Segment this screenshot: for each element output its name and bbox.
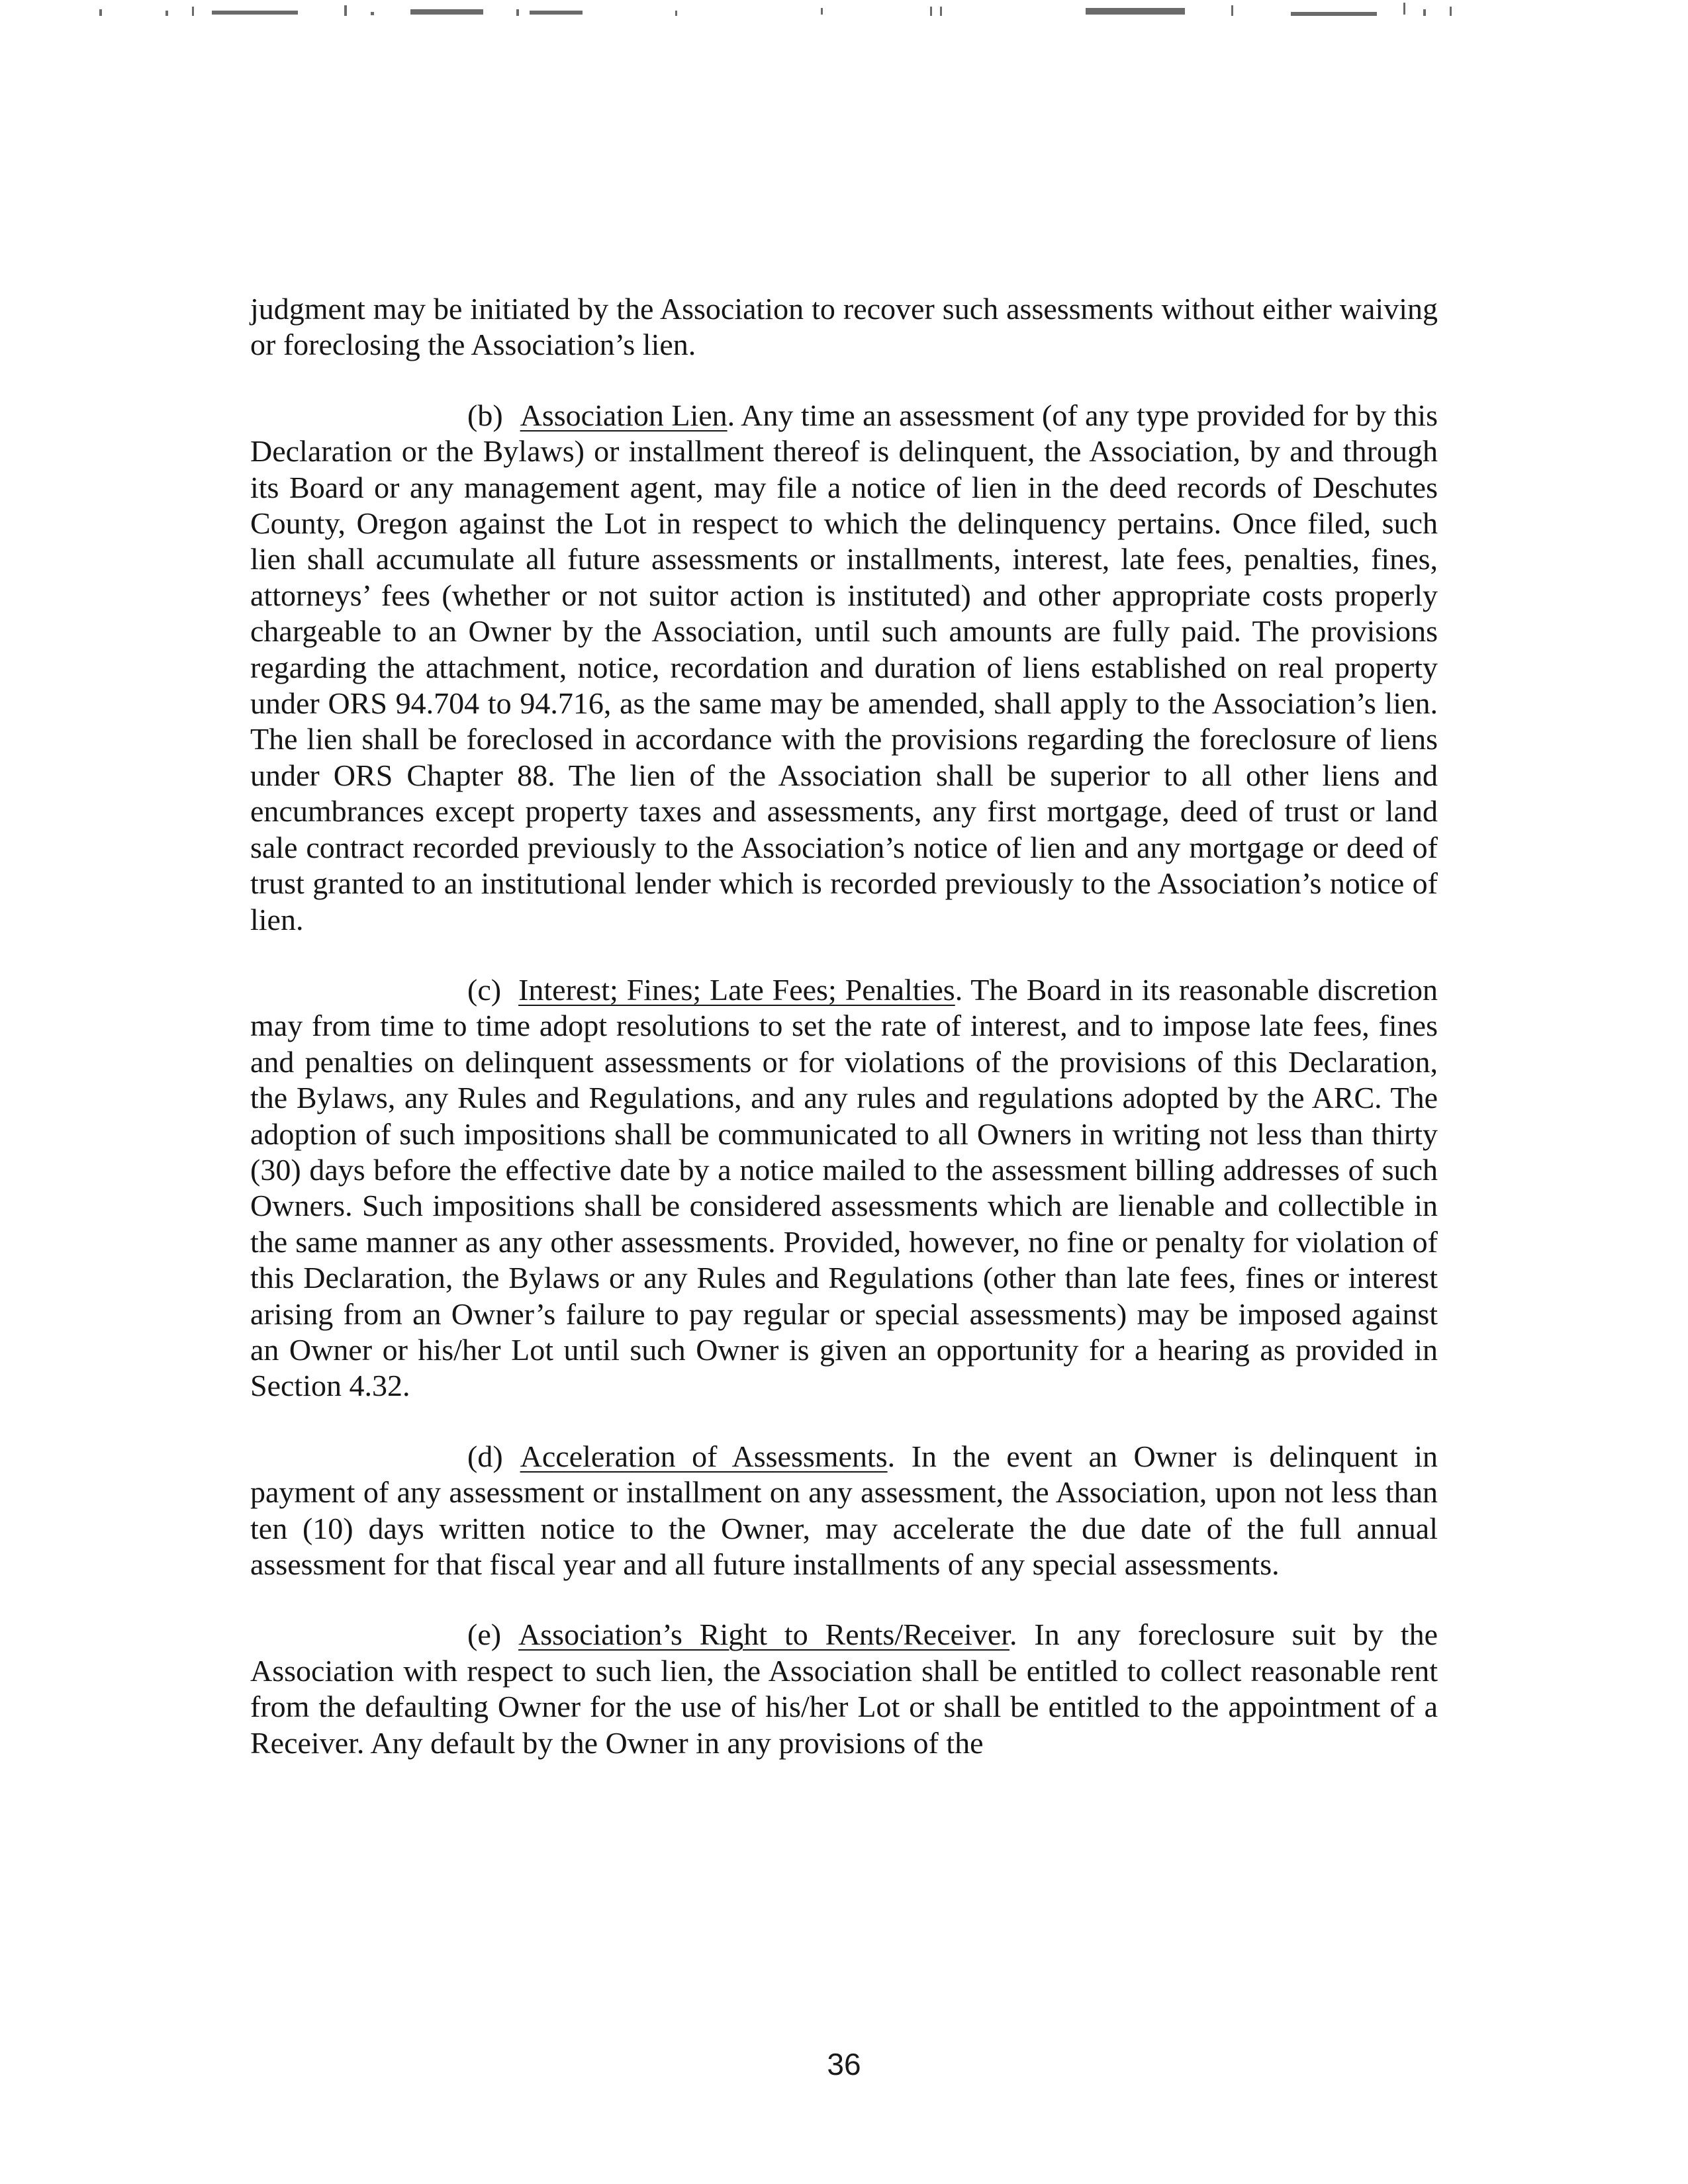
scan-artifact-top-edge (0, 0, 1688, 26)
section-body: . Any time an assessment (of any type provided for by this Declaration or the Bylaws) or installment thereof is delinquent, the Association, by and through its Board or any management agent, may file a notice of lien in the deed records of Deschutes County, Oregon against the Lot in respect to which the delinquency pertains. Once filed, such lien shall accumulate all future assessments or installments, interest, late fees, penalties, fines, attorneys’ fees (whether or not suitor action is instituted) and other appropriate costs properly chargeable to an Owner by the Association, until such amounts are fully paid. The provisions regarding the attachment, notice, recordation and duration of liens established on real property under ORS 94.704 to 94.716, as the same may be amended, shall apply to the Association’s lien. The lien shall be foreclosed in accordance with the provisions regarding the foreclosure of liens under ORS Chapter 88. The lien of the Association shall be superior to all other liens and encumbrances except property taxes and assessments, any first mortgage, deed of trust or land sale contract recorded previously to the Association’s notice of lien and any mortgage or deed of trust granted to an institutional lender which is recorded previously to the Association’s notice of lien. (250, 398, 1438, 936)
section-label: (b) (467, 398, 503, 432)
page-number: 36 (827, 2047, 861, 2081)
section-heading: Association Lien (520, 398, 727, 432)
section-body: . In any foreclosure suit by the Association with respect to such lien, the Association shall be entitled to collect reasonable rent from the defaulting Owner for the use of his/her Lot or shall be entitled to the appointment of a Receiver. Any default by the Owner in any provisions of the (250, 1617, 1438, 1760)
section-heading: Association’s Right to Rents/Receiver (518, 1617, 1010, 1652)
section-body: . In the event an Owner is delinquent in payment of any assessment or installment on any assessment, the Association, upon not less than ten (10) days written notice to the Owner, may accelerate the due date of the full annual assessment for that fiscal year and all future installments of any special assessments. (250, 1439, 1438, 1581)
section-heading: Interest; Fines; Late Fees; Penalties (518, 972, 955, 1007)
document-body (250, 291, 1438, 1761)
section-label: (d) (467, 1439, 503, 1473)
section-body: . The Board in its reasonable discretion may from time to time adopt resolutions to set the rate of interest, and to impose late fees, fines and penalties on delinquent assessments or for violations of the provisions of this Declaration, the Bylaws, any Rules and Regulations, and any rules and regulations adopted by the ARC. The adoption of such impositions shall be communicated to all Owners in writing not less than thirty (30) days before the effective date by a notice mailed to the assessment billing addresses of such Owners. Such impositions shall be considered assessments which are lienable and collectible in the same manner as any other assessments. Provided, however, no fine or penalty for violation of this Declaration, the Bylaws or any Rules and Regulations (other than late fees, fines or interest arising from an Owner’s failure to pay regular or special assessments) may be imposed against an Owner or his/her Lot until such Owner is given an opportunity for a hearing as provided in Section 4.32. (250, 972, 1438, 1403)
section-e-paragraph (250, 1617, 1438, 1761)
section-label: (e) (467, 1617, 502, 1652)
section-d-paragraph (250, 1439, 1438, 1583)
intro-paragraph: judgment may be initiated by the Association to recover such assessments without either waiving or foreclosing the Association’s lien. (250, 292, 1438, 362)
section-heading: Acceleration of Assessments (520, 1439, 888, 1473)
section-b-paragraph (250, 398, 1438, 938)
section-label: (c) (467, 972, 502, 1007)
section-c-paragraph (250, 972, 1438, 1404)
